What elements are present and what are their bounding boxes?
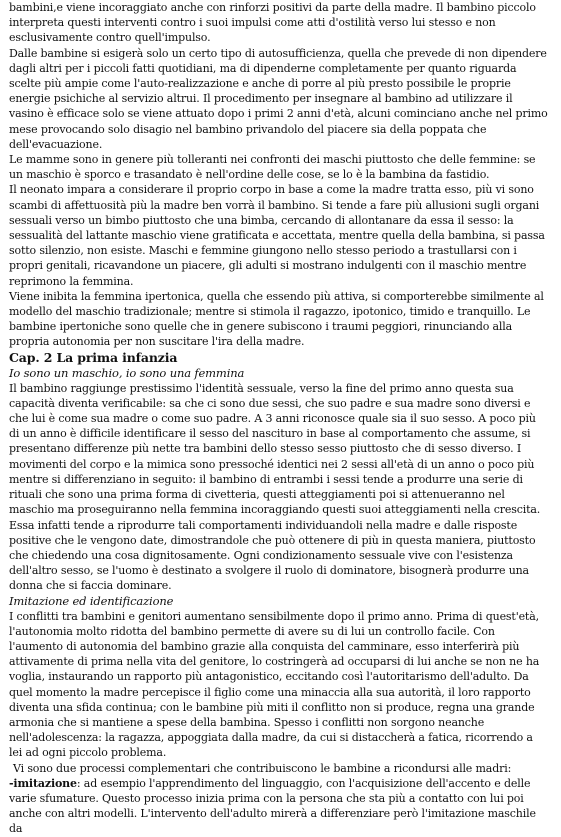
paragraph: [9, 776, 549, 837]
paragraph: Dalle bambine si esigerà solo un certo tipo di autosufficienza, quella che prevede di non dipendere dagli altri per i piccoli fatti quotidiani, ma di dipenderne completamente per quanto riguarda scelte più ampie come l'auto-realizzazione e anche di porre al più presto possibile le proprie energie psichiche al servizio altrui. Il procedimento per insegnare al bambino ad utilizzare il vasino è efficace solo se viene attuato dopo i primi 2 anni d'età, alcuni cominciano anche nel primo mese provocando solo disagio nel bambino privandolo del piacere sia della poppata che dell'evacuazione.: [9, 46, 548, 151]
document-page: [9, 0, 549, 837]
paragraph: Il bambino raggiunge prestissimo l'identità sessuale, verso la fine del primo anno questa sua capacità diventa verificabile: sa che ci sono due sessi, che suo padre e sua madre sono diversi e che lui è come sua madre o come suo padre. A 3 anni riconosce quale sia il suo sesso. A poco più di un anno è difficile identificare il sesso del nascituro in base al comportamento che assume, si presentano differenze più nette tra bambini dello stesso sesso piuttosto che di sesso diverso. I movimenti del corpo e la mimica sono pressoché identici nei 2 sessi all'età di un anno o poco più mentre si differenziano in seguito: il bambino di entrambi i sessi tende a produrre una serie di rituali che sono una prima forma di civetteria, questi atteggiamenti poi si attenueranno nel maschio ma proseguiranno nella femmina incoraggiando questi suoi atteggiamenti nella crescita. Essa infatti tende a riprodurre tali comportamenti individuandoli nella madre e dalle risposte positive che le vengono date, dimostrandole che può ottenere di più in questa maniera, piuttosto che chiedendo una cosa dignitosamente. Ogni condizionamento sessuale vive con l'esistenza dell'altro sesso, se l'uomo è destinato a svolgere il ruolo di dominatore, bisognerà produrre una donna che si faccia dominare.: [9, 381, 541, 593]
paragraph: Il neonato impara a considerare il proprio corpo in base a come la madre tratta esso, più vi sono scambi di affettuosità più la madre ben vorrà il bambino. Si tende a fare più allusioni sugli organi sessuali verso un bimbo piuttosto che una bimba, cercando di allontanare da essa il sesso: la sessualità del lattante maschio viene gratificata e accettata, mentre quella della bambina, si passa sotto silenzio, non esiste. Maschi e femmine giungono nello stesso periodo a trastullarsi con i propri genitali, ricavandone un piacere, gli adulti si mostrano indulgenti con il maschio mentre reprimono la femmina.: [9, 183, 545, 288]
paragraph: bambini,e viene incoraggiato anche con rinforzi positivi da parte della madre. Il bambino piccolo interpreta questi interventi contro i suoi impulsi come atti d'ostilità verso lui stesso e non esclusivamente contro quell'impulso.: [9, 1, 536, 45]
section-title: Imitazione ed identificazione: [9, 593, 174, 608]
paragraph: Le mamme sono in genere più tolleranti nei confronti dei maschi piuttosto che delle femmine: se un maschio è sporco e trasandato è nell'ordine delle cose, se lo è la bambina da fastidio.: [9, 153, 536, 182]
term-imitation: -imitazione: [9, 776, 77, 790]
chapter-title: Cap. 2 La prima infanzia: [9, 349, 178, 365]
paragraph: Viene inibita la femmina ipertonica, quella che essendo più attiva, si comporterebbe similmente al modello del maschio tradizionale; mentre si stimola il ragazzo, ipotonico, timido e tranquillo. Le bambine ipertoniche sono quelle che in genere subiscono i traumi peggiori, rinunciando alla propria autonomia per non suscitare l'ira della madre.: [9, 289, 544, 349]
paragraph: Vi sono due processi complementari che contribuiscono le bambine a ricondursi alle madri:: [13, 761, 512, 775]
paragraph: I conflitti tra bambini e genitori aumentano sensibilmente dopo il primo anno. Prima di quest'età, l'autonomia molto ridotta del bambino permette di avere su di lui un controllo facile. Con l'aumento di autonomia del bambino grazie alla conquista del camminare, esso interferirà più attivamente di prima nella vita del genitore, lo costringerà ad occuparsi di lui anche se non ne ha voglia, instaurando un rapporto più antagonistico, eccitando così l'autoritarismo dell'adulto. Da quel momento la madre percepisce il figlio come una minaccia alla sua autorità, il loro rapporto diventa una sfida continua; con le bambine più miti il conflitto non si produce, regna una grande armonia che si mantiene a spese della bambina. Spesso i conflitti non sorgono neanche nell'adolescenza: la ragazza, appoggiata dalla madre, da cui si distaccherà a fatica, ricorrendo a lei ad ogni piccolo problema.: [9, 609, 540, 760]
paragraph-text: : ad esempio l'apprendimento del linguaggio, con l'acquisizione dell'accento e delle varie sfumature. Questo processo inizia prima con la persona che sta più a contatto con lui poi anche con altri modelli. L'intervento dell'adulto mirerà a differenziare però l'imitazione maschile da: [9, 776, 536, 836]
chapter-subtitle: Io sono un maschio, io sono una femmina: [9, 365, 245, 380]
